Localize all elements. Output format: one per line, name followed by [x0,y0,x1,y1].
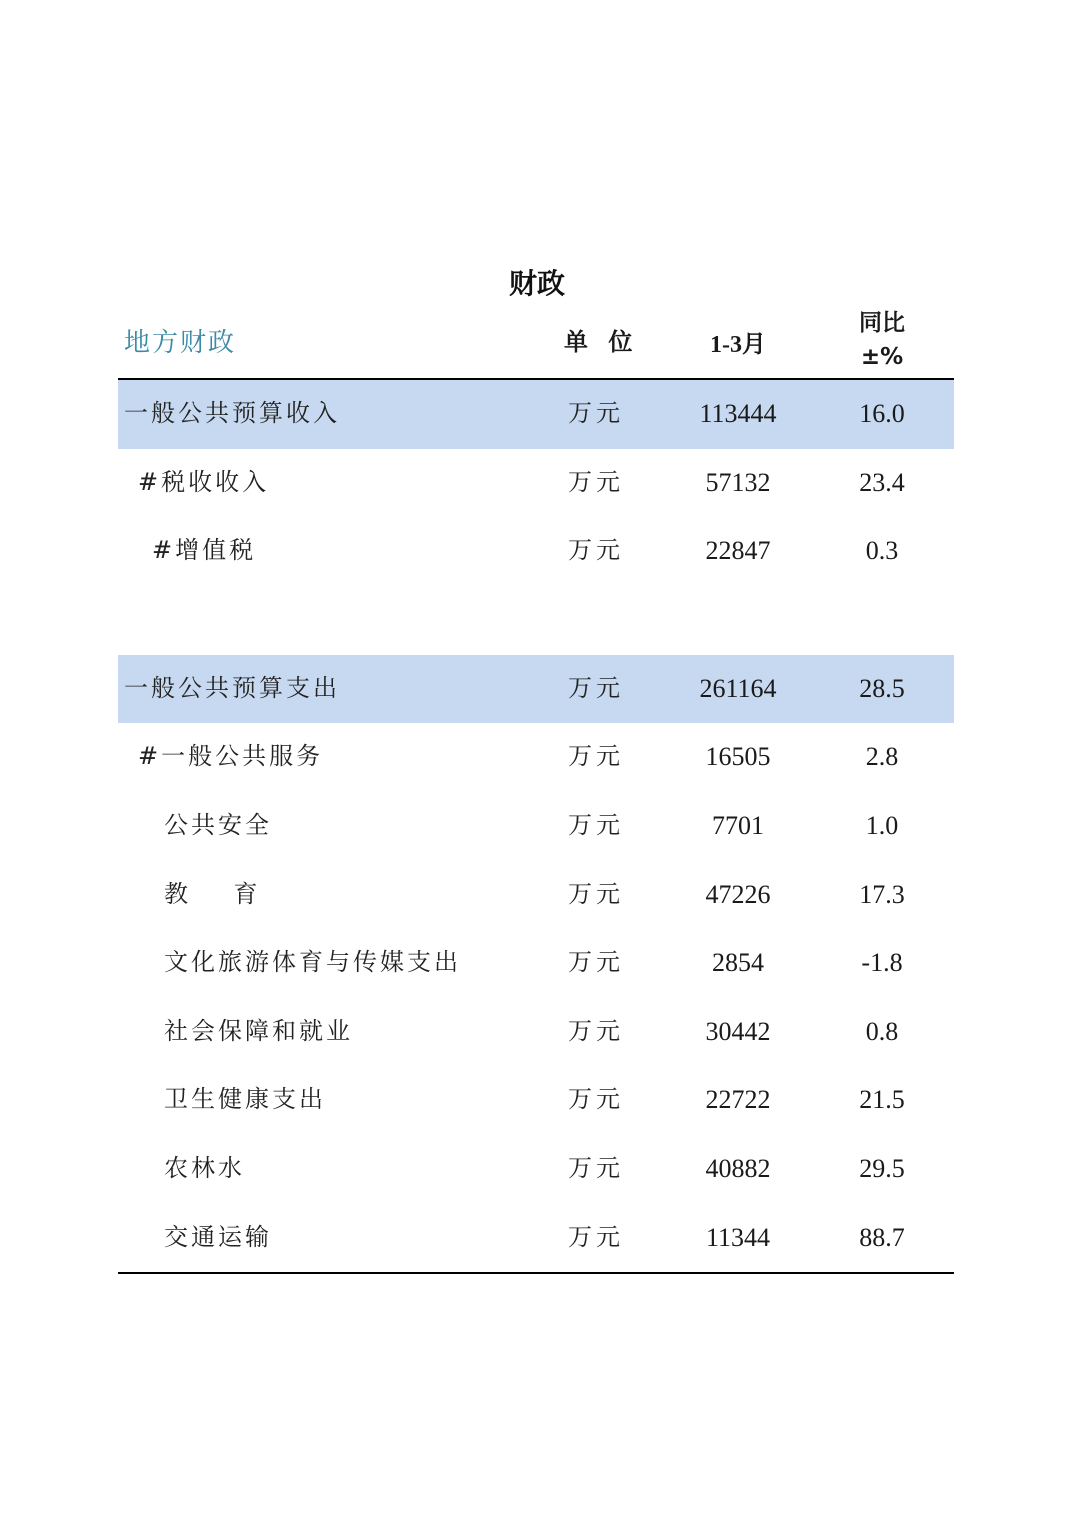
row-unit: 万元 [568,810,624,839]
row-value: 261164 [699,673,777,703]
finance-table [118,306,954,1274]
row-unit: 万元 [568,1222,624,1251]
yoy-column-header [844,306,920,374]
row-value: 47226 [705,879,771,909]
row-label: 农林水 [164,1153,245,1182]
row-yoy: 16.0 [859,399,905,428]
row-yoy: 2.8 [865,742,899,772]
row-label: 交通运输 [164,1222,272,1251]
table-header [118,306,954,380]
row-value: 22722 [705,1085,771,1115]
row-label: #一般公共服务 [138,742,324,771]
table-row [118,1066,954,1135]
row-label: 一般公共预算支出 [124,673,340,702]
table-row [118,517,954,586]
table-row [118,861,954,930]
row-yoy: 21.5 [859,1085,905,1115]
row-label: #增值税 [152,536,257,565]
row-yoy: 23.4 [859,467,905,497]
row-value: 57132 [705,467,771,497]
row-unit: 万元 [568,742,624,771]
row-unit: 万元 [568,1085,624,1114]
table-row [118,1204,954,1273]
row-unit: 万元 [568,948,624,977]
table-row [118,449,954,518]
row-unit: 万元 [568,673,624,702]
row-yoy: 17.3 [859,879,905,909]
spacer-row [118,586,954,655]
row-yoy: 0.3 [865,536,899,566]
row-unit: 万元 [568,399,624,427]
row-value: 11344 [705,1222,771,1252]
table-row [118,998,954,1067]
row-yoy: 0.8 [865,1016,899,1046]
row-label: 卫生健康支出 [164,1085,326,1114]
table-row-expenditure-total [118,655,954,724]
row-unit: 万元 [568,1016,624,1045]
row-value: 113444 [699,399,777,428]
row-yoy: -1.8 [861,948,903,978]
section-title: 地方财政 [124,328,237,358]
yoy-header-line2: ±% [860,344,904,370]
row-unit: 万元 [568,536,624,565]
row-value: 30442 [705,1016,771,1046]
row-unit: 万元 [568,879,624,908]
row-label: 公共安全 [164,810,272,839]
table-row-revenue-total [118,380,954,449]
period-column-header: 1-3月 [710,332,766,358]
unit-column-header: 单 位 [564,328,639,356]
row-yoy: 1.0 [865,810,899,840]
row-unit: 万元 [568,467,624,496]
row-label: 一般公共预算收入 [124,399,340,427]
table-row [118,723,954,792]
row-label: 文化旅游体育与传媒支出 [164,948,461,977]
table-row [118,792,954,861]
table-row [118,1135,954,1204]
yoy-header-line1: 同比 [859,310,905,336]
row-value: 2854 [712,948,764,978]
row-value: 40882 [705,1153,771,1183]
row-value: 7701 [712,810,764,840]
row-label: #税收收入 [138,467,270,496]
table-bottom-rule [118,1272,954,1274]
row-yoy: 29.5 [859,1153,905,1183]
row-value: 22847 [705,536,771,566]
row-yoy: 88.7 [859,1222,905,1252]
table-row [118,929,954,998]
row-value: 16505 [705,742,771,772]
row-yoy: 28.5 [859,673,905,703]
page-title: 财政 [508,267,565,300]
row-label: 社会保障和就业 [164,1016,353,1045]
row-unit: 万元 [568,1153,624,1182]
row-label: 教 育 [164,879,261,908]
